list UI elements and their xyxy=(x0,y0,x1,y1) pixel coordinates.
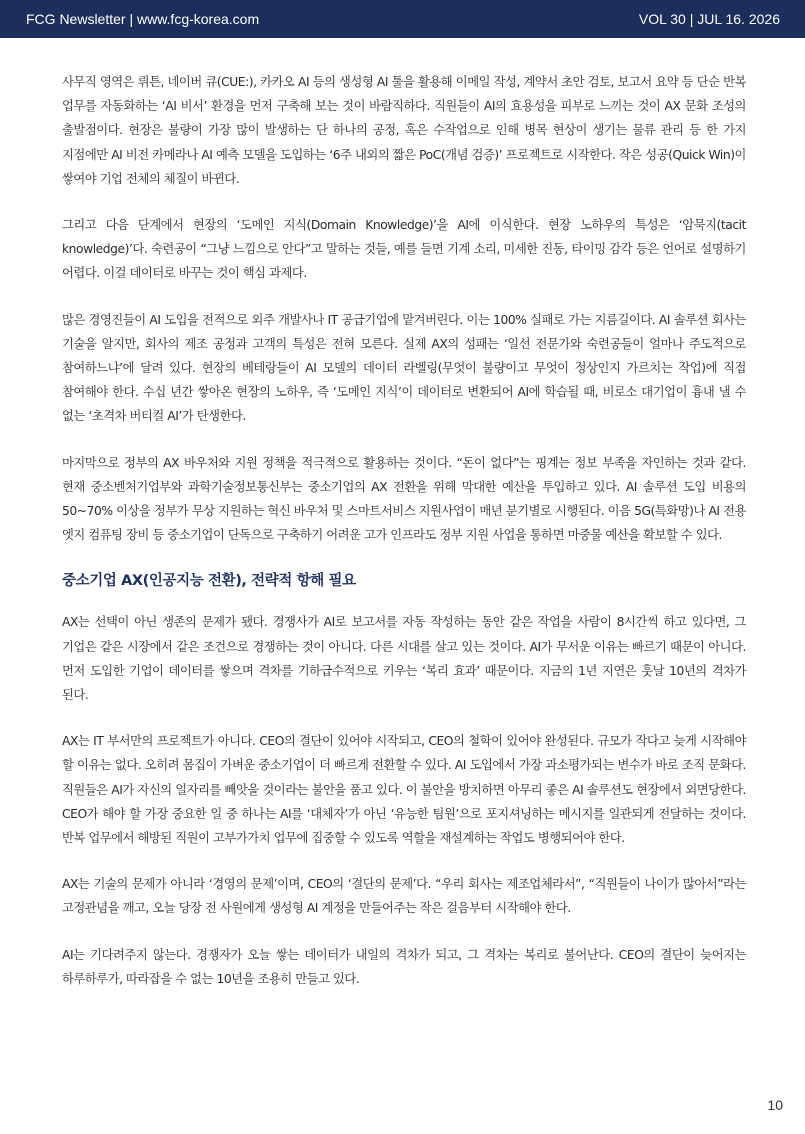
paragraph: 사무직 영역은 뤼튼, 네이버 큐(CUE:), 카카오 AI 등의 생성형 AI 툴을 활용해 이메일 작성, 계약서 초안 검토, 보고서 요약 등 단순 반복 업무를 자동화하는 ‘AI 비서’ 환경을 먼저 구축해 보는 것이 바람직하다. 직원들이 AI의 효용성을 피부로 느끼는 것이 AX 문화 조성의 출발점이다. 현장은 불량이 가장 많이 발생하는 단 하나의 공정, 혹은 수작업으로 인해 병목 현상이 생기는 물류 관리 등 한 가지 지점에만 AI 비전 카메라나 AI 예측 모델을 도입하는 ‘6주 내외의 짧은 PoC(개념 검증)’ 프로젝트로 시작한다. 작은 성공(Quick Win)이 쌓여야 기업 전체의 체질이 바뀐다. xyxy=(62,75,746,186)
paragraph: 그리고 다음 단계에서 현장의 ‘도메인 지식(Domain Knowledge)’을 AI에 이식한다. 현장 노하우의 특성은 ‘암묵지(tacit knowledge)’다. 숙련공이 “그냥 느낌으로 안다”고 말하는 것들, 예를 들면 기계 소리, 미세한 진동, 타이밍 감각 등은 언어로 설명하기 어렵다. 이걸 데이터로 바꾸는 것이 핵심 과제다. xyxy=(62,218,746,281)
article-body xyxy=(62,70,746,1013)
header-issue: VOL 30 | JUL 16. 2026 xyxy=(638,11,780,27)
page-number: 10 xyxy=(767,1097,783,1113)
paragraph: 많은 경영진들이 AI 도입을 전적으로 외주 개발사나 IT 공급기업에 맡겨버린다. 이는 100% 실패로 가는 지름길이다. AI 솔루션 회사는 기술을 알지만, 회사의 제조 공정과 고객의 특성은 전혀 모른다. 실제 AX의 성패는 ‘일선 전문가와 숙련공들이 얼마나 주도적으로 참여하느냐’에 달려 있다. 현장의 베테랑들이 AI 모델의 데이터 라벨링(무엇이 불량이고 무엇이 정상인지 가르치는 작업)에 직접 참여해야 한다. 수십 년간 쌓아온 현장의 노하우, 즉 ‘도메인 지식’이 데이터로 변환되어 AI에 학습될 때, 비로소 대기업이 흉내 낼 수 없는 ‘초격차 버티컬 AI’가 탄생한다. xyxy=(62,312,746,424)
paragraph: AI는 기다려주지 않는다. 경쟁자가 오늘 쌓는 데이터가 내일의 격차가 되고, 그 격차는 복리로 불어난다. CEO의 결단이 늦어지는 하루하루가, 따라잡을 수 없는 10년을 조용히 만들고 있다. xyxy=(62,947,746,986)
paragraph: 마지막으로 정부의 AX 바우처와 지원 정책을 적극적으로 활용하는 것이다. “돈이 없다”는 핑계는 정보 부족을 자인하는 것과 같다. 현재 중소벤처기업부와 과학기술정보통신부는 중소기업의 AX 전환을 위해 막대한 예산을 투입하고 있다. AI 솔루션 도입 비용의 50~70% 이상을 정부가 무상 지원하는 혁신 바우처 및 스마트서비스 지원사업이 매년 분기별로 시행된다. 이음 5G(특화망)나 AI 전용 엣지 컴퓨팅 장비 등 중소기업이 단독으로 구축하기 어려운 고가 인프라도 정부 지원 사업을 통하면 마중물 예산을 확보할 수 있다. xyxy=(62,455,746,543)
paragraph: AX는 IT 부서만의 프로젝트가 아니다. CEO의 결단이 있어야 시작되고, CEO의 철학이 있어야 완성된다. 규모가 작다고 늦게 시작해야 할 이유는 없다. 오히려 몸집이 가벼운 중소기업이 더 빠르게 전환할 수 있다. AI 도입에서 가장 과소평가되는 변수가 바로 조직 문화다. 직원들은 AI가 자신의 일자리를 빼앗을 것이라는 불안을 품고 있다. 이 불안을 방치하면 아무리 좋은 AI 솔루션도 현장에서 외면당한다. CEO가 해야 할 가장 중요한 일 중 하나는 AI를 ‘대체자’가 아닌 ‘유능한 팀원’으로 포지셔닝하는 메시지를 일관되게 전달하는 것이다. 반복 업무에서 해방된 직원이 고부가가치 업무에 집중할 수 있도록 역할을 재설계하는 작업도 병행되어야 한다. xyxy=(62,734,746,846)
newsletter-header xyxy=(0,0,805,38)
paragraph: AX는 기술의 문제가 아니라 ‘경영의 문제’이며, CEO의 ‘결단의 문제’다. “우리 회사는 제조업체라서”, “직원들이 나이가 많아서”라는 고정관념을 깨고, 오늘 당장 전 사원에게 생성형 AI 계정을 만들어주는 작은 걸음부터 시작해야 한다. xyxy=(62,877,746,916)
section-title: 중소기업 AX(인공지능 전환), 전략적 항해 필요 xyxy=(62,573,356,590)
paragraph: AX는 선택이 아닌 생존의 문제가 됐다. 경쟁사가 AI로 보고서를 자동 작성하는 동안 같은 작업을 사람이 8시간씩 하고 있다면, 그 기업은 같은 시장에서 같은 조건으로 경쟁하는 것이 아니다. 다른 시대를 살고 있는 것이다. AI가 무서운 이유는 빠르기 때문이 아니다. 먼저 도입한 기업이 데이터를 쌓으며 격차를 기하급수적으로 키우는 ‘복리 효과’ 때문이다. 지금의 1년 지연은 훗날 10년의 격차가 된다. xyxy=(62,615,746,703)
header-publication: FCG Newsletter | www.fcg-korea.com xyxy=(26,11,260,27)
